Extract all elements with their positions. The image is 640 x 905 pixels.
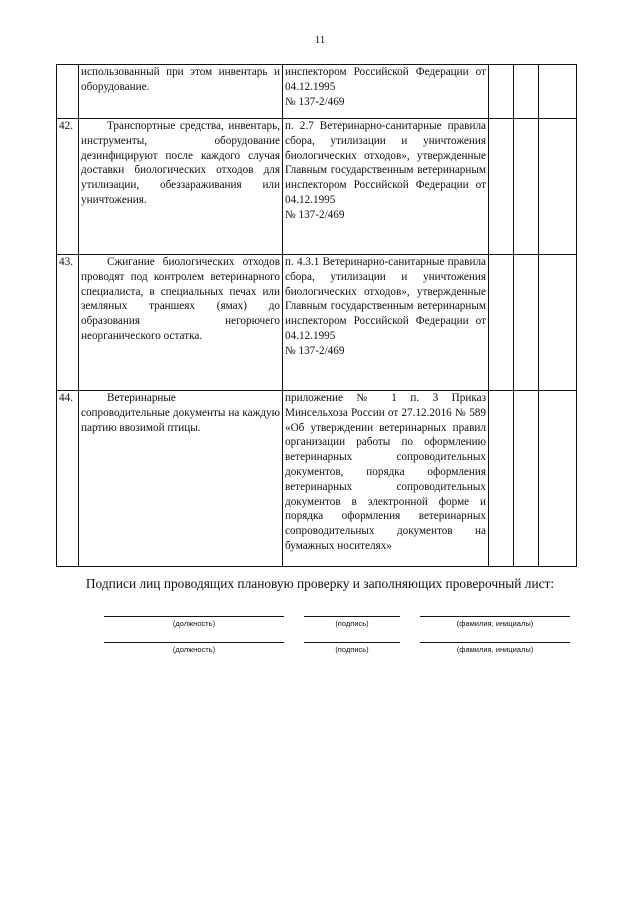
signature-row [0, 616, 640, 636]
comment-cell[interactable] [539, 65, 577, 119]
name-caption: (фамилия, инициалы) [456, 645, 534, 654]
table-row [57, 119, 577, 255]
requirement-text: Транспортные средства, инвентарь, инструменты, оборудование дезинфицируют после каждого случая доставки биологических отходов для утилизации, обеззараживания или уничтожения. [79, 119, 283, 255]
row-number [57, 65, 79, 119]
requirement-text: использованный при этом инвентарь и оборудование. [79, 65, 283, 119]
answer-cell[interactable] [489, 65, 514, 119]
position-line[interactable] [104, 642, 284, 643]
answer-cell[interactable] [489, 255, 514, 391]
comment-cell[interactable] [539, 255, 577, 391]
row-number: 44. [57, 391, 79, 567]
table-row [57, 255, 577, 391]
legal-reference: п. 4.3.1 Ветеринарно-санитарные правила сбора, утилизации и уничтожения биологических отходов», утвержденные Главным государственным ветеринарным инспектором Российской Федерации от 04.12.1995 № 137-2/469 [283, 255, 489, 391]
requirement-text: Ветеринарные сопроводительные документы на каждую партию ввозимой птицы. [79, 391, 283, 567]
name-line[interactable] [420, 642, 570, 643]
signature-row [0, 642, 640, 662]
position-caption: (должность) [172, 619, 216, 628]
comment-cell[interactable] [539, 119, 577, 255]
page-number: 11 [314, 34, 326, 46]
requirement-text: Сжигание биологических отходов проводят под контролем ветеринарного специалиста, в специальных печах или земляных траншеях (ямах) до образования негорючего неорганического остатка. [79, 255, 283, 391]
answer-cell[interactable] [514, 255, 539, 391]
answer-cell[interactable] [489, 391, 514, 567]
signature-line[interactable] [304, 642, 400, 643]
position-caption: (должность) [172, 645, 216, 654]
comment-cell[interactable] [539, 391, 577, 567]
signatures-heading: Подписи лиц проводящих плановую проверку и заполняющих проверочный лист: [85, 576, 555, 591]
position-line[interactable] [104, 616, 284, 617]
legal-reference: инспектором Российской Федерации от 04.12.1995 № 137-2/469 [283, 65, 489, 119]
answer-cell[interactable] [514, 391, 539, 567]
signature-caption: (подпись) [335, 645, 369, 654]
answer-cell[interactable] [514, 65, 539, 119]
table-row [57, 391, 577, 567]
answer-cell[interactable] [514, 119, 539, 255]
signature-line[interactable] [304, 616, 400, 617]
row-number: 43. [57, 255, 79, 391]
answer-cell[interactable] [489, 119, 514, 255]
name-caption: (фамилия, инициалы) [456, 619, 534, 628]
legal-reference: приложение № 1 п. 3 Приказ Минсельхоза России от 27.12.2016 № 589 «Об утверждении ветеринарных правил организации работы по оформлению ветеринарных сопроводительных документов, порядка оформления ветеринарных сопроводительных документов в электронной форме и порядка оформления ветеринарных сопроводительных документов на бумажных носителях» [283, 391, 489, 567]
signature-caption: (подпись) [335, 619, 369, 628]
name-line[interactable] [420, 616, 570, 617]
checklist-table [56, 64, 577, 567]
legal-reference: п. 2.7 Ветеринарно-санитарные правила сбора, утилизации и уничтожения биологических отходов», утвержденные Главным государственным ветеринарным инспектором Российской Федерации от 04.12.1995 № 137-2/469 [283, 119, 489, 255]
table-row [57, 65, 577, 119]
row-number: 42. [57, 119, 79, 255]
